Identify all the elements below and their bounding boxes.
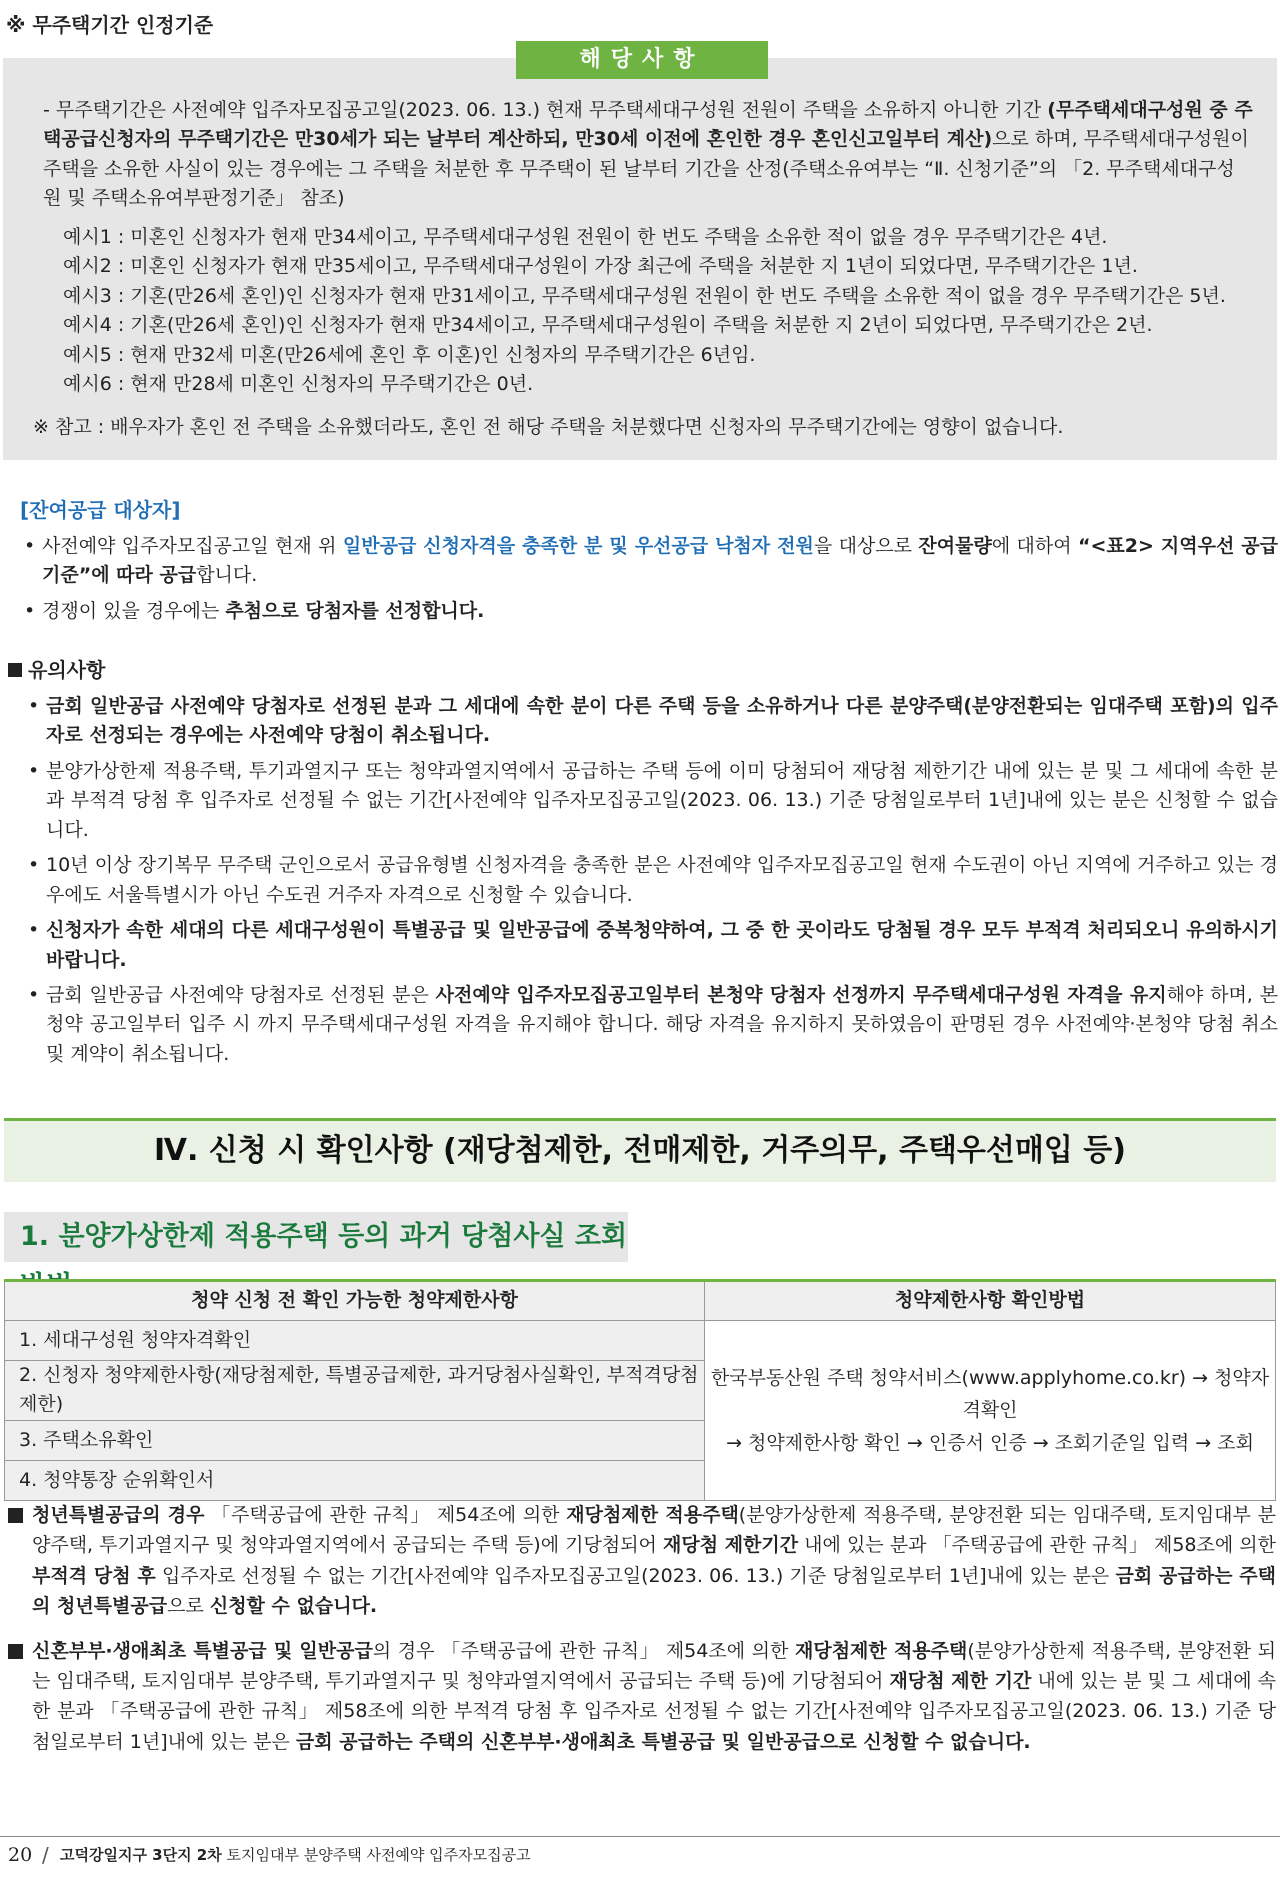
page-footer (0, 1836, 1280, 1866)
text-segment: 신청할 수 없습니다. (209, 1595, 378, 1618)
text-segment: 신혼부부·생애최초 특별공급 및 일반공급 (32, 1639, 373, 1662)
example-item: 예시3 : 기혼(만26세 혼인)인 신청자가 현재 만31세이고, 무주택세대구성원 전원이 한 번도 주택을 소유한 적이 없을 경우 무주택기간은 5년. (63, 284, 1226, 307)
section-iv-title: Ⅳ. 신청 시 확인사항 (재당첨제한, 전매제한, 거주의무, 주택우선매입 등) (154, 1133, 1126, 1168)
footer-title (60, 1844, 531, 1867)
footer-divider: / (42, 1843, 49, 1867)
table-header-row (5, 1281, 1276, 1321)
no-house-period-box (3, 58, 1277, 460)
examples-list (63, 223, 1243, 400)
table-header: 청약제한사항 확인방법 (705, 1281, 1276, 1321)
spouse-note: ※ 참고 : 배우자가 혼인 전 주택을 소유했더라도, 혼인 전 해당 주택을 처분했다면 신청자의 무주택기간에는 영향이 없습니다. (33, 416, 1064, 438)
caution-section (8, 655, 1278, 1075)
no-house-period-paragraph (43, 96, 1253, 214)
square-bullet-icon (8, 1508, 23, 1523)
text-segment: 10년 이상 장기복무 무주택 군인으로서 공급유형별 신청자격을 충족한 분은 사전예약 입주자모집공고일 현재 수도권이 아닌 지역에 거주하고 있는 경우에도 서울특별시가 아닌 수도권 거주자 자격으로 신청할 수 있습니다. (46, 854, 1278, 906)
text-segment: 재당첨제한 적용주택 (566, 1504, 739, 1526)
square-bullet-icon (8, 663, 22, 677)
example-item: 예시6 : 현재 만28세 미혼인 신청자의 무주택기간은 0년. (63, 373, 534, 396)
footer-title-rest: 토지임대부 분양주택 사전예약 입주자모집공고 (221, 1846, 531, 1864)
text-segment: 금회 일반공급 사전예약 당첨자로 선정된 분과 그 세대에 속한 분이 다른 주택 등을 소유하거나 다른 분양주택(분양전환되는 임대주택 포함)의 입주자로 선정되는 경우에는 사전예약 당첨이 취소됩니다. (46, 695, 1278, 747)
example-item: 예시5 : 현재 만32세 미혼(만26세에 혼인 후 이혼)인 신청자의 무주택기간은 6년임. (63, 343, 756, 366)
text-segment: 분양가상한제 적용주택, 투기과열지구 또는 청약과열지역에서 공급하는 주택 등에 이미 당첨되어 재당첨 제한기간 내에 있는 분 및 그 세대에 속한 분과 부적격 당첨 후 입주자로 선정될 수 없는 기간[사전예약 입주자모집공고일(2023. 06. 13.) 기준 당첨일로부터 1년]내에 있는 분은 신청할 수 없습니다. (46, 759, 1278, 841)
remaining-supply-heading: [잔여공급 대상자] (20, 498, 181, 522)
table-row (5, 1321, 1276, 1361)
footer-title-bold: 고덕강일지구 3단지 2차 (60, 1846, 222, 1864)
caution-heading-text: 유의사항 (28, 658, 106, 682)
text-segment: 으로 (167, 1595, 210, 1618)
example-item: 예시2 : 미혼인 신청자가 현재 만35세이고, 무주택세대구성원이 가장 최근에 주택을 처분한 지 1년이 되었다면, 무주택기간은 1년. (63, 255, 1138, 278)
text-segment: 금회 공급하는 주택의 청년특별공급 (32, 1564, 1276, 1618)
example-item: 예시1 : 미혼인 신청자가 현재 만34세이고, 무주택세대구성원 전원이 한 번도 주택을 소유한 적이 없을 경우 무주택기간은 4년. (63, 226, 1108, 248)
caution-item (24, 692, 1278, 751)
restriction-check-table (4, 1279, 1276, 1501)
text-segment: 금회 공급하는 주택의 신혼부부·생애최초 특별공급 및 일반공급으로 신청할 수 없습니다. (295, 1730, 1031, 1753)
text-segment: 사전예약 입주자모집공고일 현재 위 (42, 535, 343, 557)
restriction-notes (8, 1500, 1276, 1771)
text-segment: 청년특별공급의 경우 (32, 1504, 205, 1526)
caution-item (24, 851, 1278, 910)
caution-list (8, 692, 1278, 1069)
text-segment: 재당첨 제한기간 (662, 1534, 799, 1557)
remaining-supply-section (20, 495, 1278, 632)
restriction-item: 3. 주택소유확인 (5, 1420, 705, 1460)
table-header: 청약 신청 전 확인 가능한 청약제한사항 (5, 1281, 705, 1321)
check-method (705, 1321, 1276, 1501)
text-segment: “<표2> 지역우선 공급기준”에 따라 공급 (42, 535, 1278, 587)
text-segment: 일반공급 신청자격을 충족한 분 및 우선공급 낙첨자 전원 (342, 535, 814, 557)
section-iv-banner (4, 1118, 1276, 1182)
text-segment: 신청자가 속한 세대의 다른 세대구성원이 특별공급 및 일반공급에 중복청약하여, 그 중 한 곳이라도 당첨될 경우 모두 부적격 처리되오니 유의하시기 바랍니다. (46, 919, 1278, 971)
para-seg: - 무주택기간은 사전예약 입주자모집공고일(2023. 06. 13.) 현재 무주택세대구성원 전원이 주택을 소유하지 아니한 기간 (43, 99, 1048, 121)
example-item: 예시4 : 기혼(만26세 혼인)인 신청자가 현재 만34세이고, 무주택세대구성원이 주택을 처분한 지 2년이 되었다면, 무주택기간은 2년. (63, 314, 1153, 337)
text-segment: 을 대상으로 (813, 535, 919, 557)
restriction-item: 2. 신청자 청약제한사항(재당첨제한, 특별공급제한, 과거당첨사실확인, 부적격당첨제한) (5, 1361, 705, 1421)
text-segment: 사전예약 입주자모집공고일부터 본청약 당첨자 선정까지 무주택세대구성원 자격을 유지 (435, 983, 1167, 1006)
remaining-supply-item (20, 532, 1278, 591)
text-segment: 경쟁이 있을 경우에는 (42, 599, 226, 622)
method-line1: 한국부동산원 주택 청약서비스(www.applyhome.co.kr) → 청약자격확인 (710, 1366, 1270, 1422)
text-segment: (분양가상한제 적용주택, 분양전환 되는 임대주택, 토지임대부 분양주택, 투기과열지구 및 청약과열지역에서 공급되는 주택 등)에 기당첨되어 (32, 1504, 1276, 1557)
subsection-1-title: 1. 분양가상한제 적용주택 등의 과거 당첨사실 조회 (20, 1221, 628, 1252)
text-segment: 합니다. (196, 564, 258, 587)
text-segment: 내에 있는 분과 「주택공급에 관한 규칙」 제58조에 의한 (798, 1534, 1277, 1557)
para-seg: (무주택세대구성원 중 주택공급신청자의 무주택기간은 만30세가 되는 날부터 계산하되, 만30세 이전에 혼인한 경우 혼인신고일부터 계산) (43, 99, 1253, 151)
caution-heading (8, 655, 1278, 686)
text-segment: 잔여물량 (918, 535, 992, 557)
text-segment: 해야 하며, 본청약 공고일부터 입주 시 까지 무주택세대구성원 자격을 유지해야 합니다. 해당 자격을 유지하지 못하였음이 판명된 경우 사전예약·본청약 당첨 취소 및 계약이 취소됩니다. (46, 983, 1279, 1065)
remaining-supply-list (20, 532, 1278, 626)
text-segment: 재당첨제한 적용주택 (795, 1639, 968, 1662)
restriction-note (8, 1500, 1276, 1622)
page-number: 20 (8, 1844, 33, 1866)
subsection-1-header (4, 1212, 628, 1262)
restriction-note (8, 1636, 1276, 1758)
text-segment: (분양가상한제 적용주택, 분양전환 되는 임대주택, 토지임대부 분양주택, 투기과열지구 및 청약과열지역에서 공급되는 주택 등)에 기당첨되어 (32, 1639, 1276, 1692)
text-segment: 「주택공급에 관한 규칙」 제54조에 의한 (204, 1504, 567, 1526)
check-method-line: → 청약제한사항 확인 → 인증서 인증 → 조회기준일 입력 → 조회 (726, 1431, 1254, 1454)
text-segment: 입주자로 선정될 수 없는 기간[사전예약 입주자모집공고일(2023. 06. 13.) 기준 당첨일로부터 1년]내에 있는 분은 (155, 1564, 1116, 1587)
square-bullet-icon (8, 1644, 23, 1659)
remaining-supply-item (20, 597, 1278, 626)
text-segment: 에 대하여 (991, 535, 1079, 557)
applicable-label: 해당사항 (516, 41, 768, 79)
restriction-item: 1. 세대구성원 청약자격확인 (5, 1321, 705, 1361)
page-section-title: ※ 무주택기간 인정기준 (6, 13, 214, 37)
text-segment: 금회 일반공급 사전예약 당첨자로 선정된 분은 (46, 983, 436, 1006)
caution-item (24, 981, 1278, 1069)
text-segment: 부적격 당첨 후 (32, 1564, 156, 1587)
restriction-item: 4. 청약통장 순위확인서 (5, 1460, 705, 1500)
text-segment: 의 경우 「주택공급에 관한 규칙」 제54조에 의한 (372, 1639, 795, 1662)
text-segment: 추첨으로 당첨자를 선정합니다. (225, 599, 485, 622)
text-segment: 재당첨 제한 기간 (889, 1669, 1032, 1692)
caution-item (24, 916, 1278, 975)
caution-item (24, 757, 1278, 845)
para-seg: 으로 하며, 무주택세대구성원이 주택을 소유한 사실이 있는 경우에는 그 주택을 처분한 후 무주택이 된 날부터 기간을 산정(주택소유여부는 “Ⅱ. 신청기준”의 「2. 무주택세대구성원 및 주택소유여부판정기준」 참조) (43, 128, 1249, 210)
text-segment: 내에 있는 분 및 그 세대에 속한 분과 「주택공급에 관한 규칙」 제58조에 의한 부적격 당첨 후 입주자로 선정될 수 없는 기간[사전예약 입주자모집공고일(2023. 06. 13.) 기준 당첨일로부터 1년]내에 있는 분은 (32, 1669, 1277, 1753)
check-method-line (705, 1362, 1275, 1427)
